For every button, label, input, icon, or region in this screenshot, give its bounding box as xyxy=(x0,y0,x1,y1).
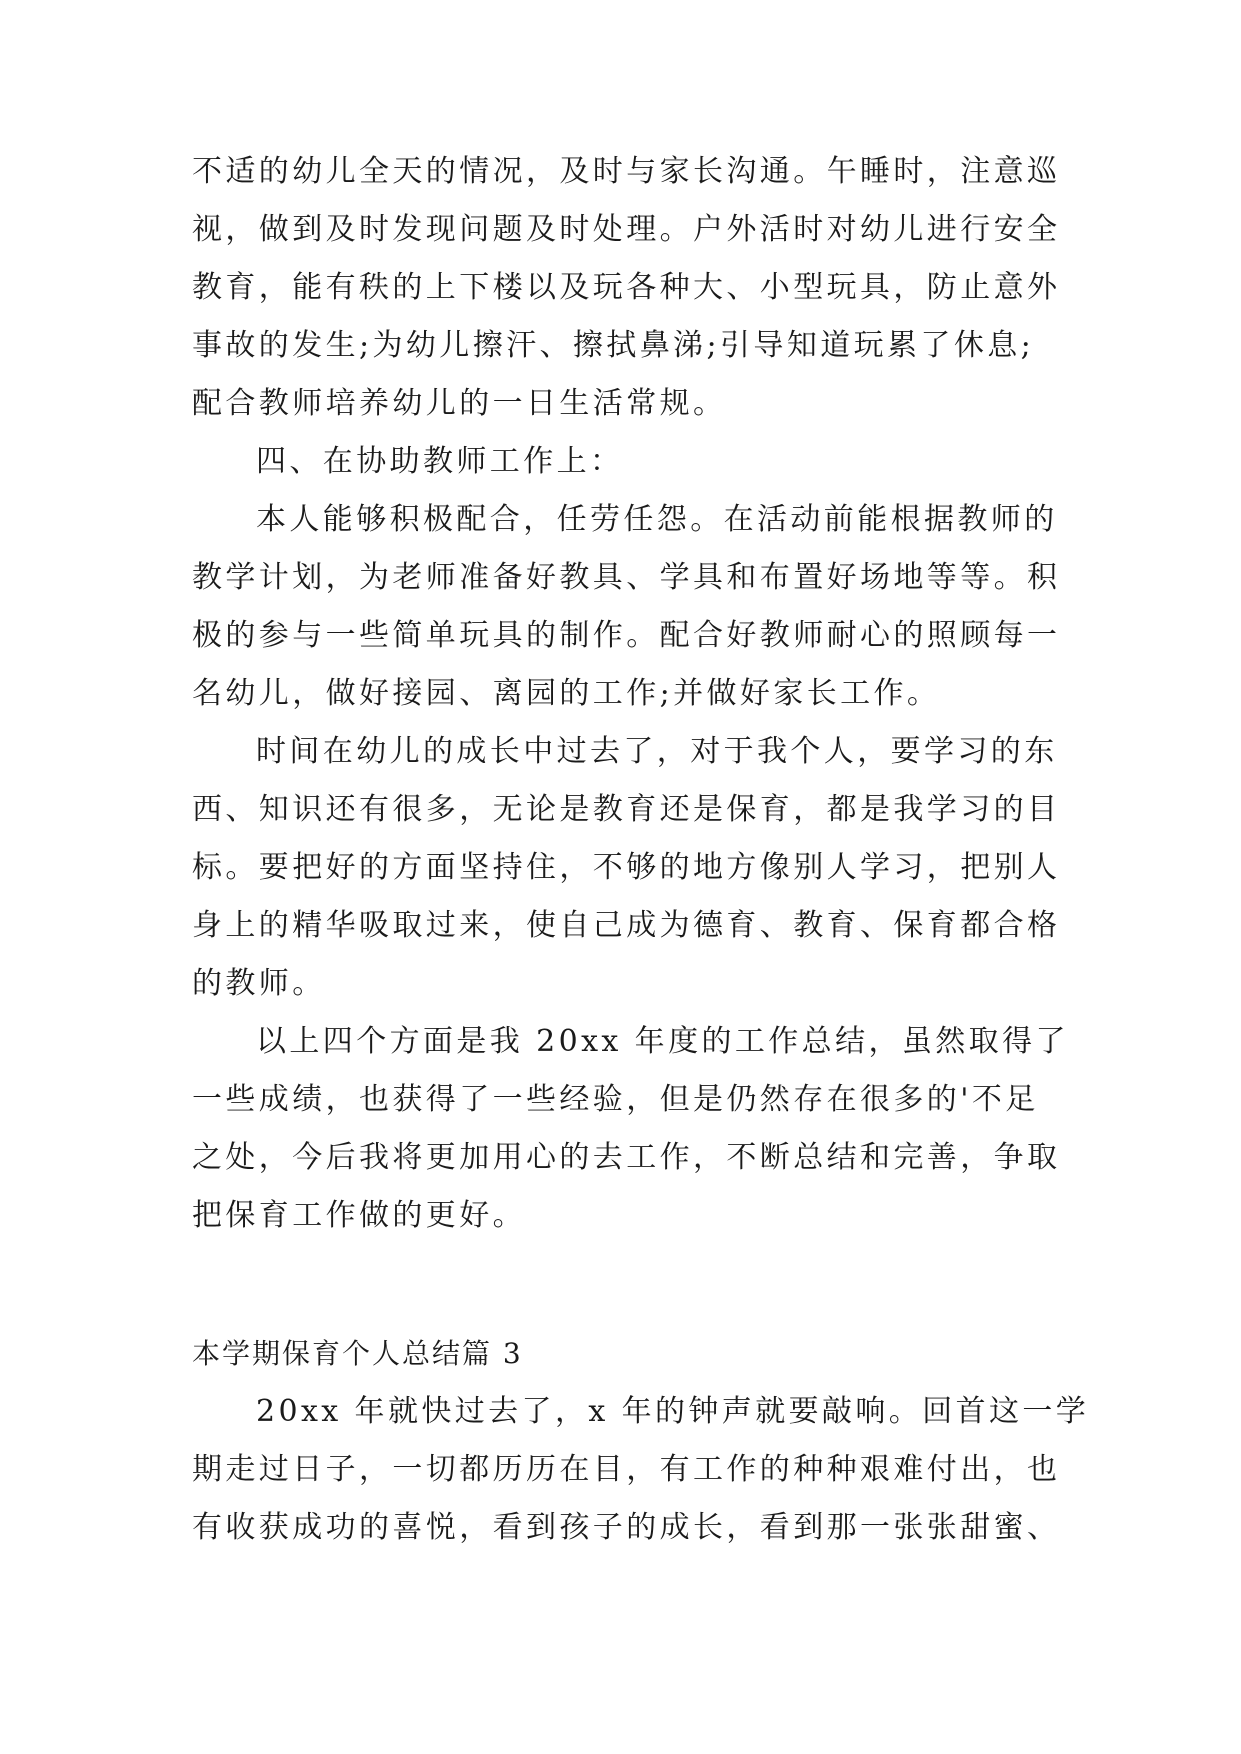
subsection-heading: 四、在协助教师工作上： xyxy=(256,444,624,479)
body-line: 以上四个方面是我 20xx 年度的工作总结，虽然取得了 xyxy=(256,1024,1069,1059)
body-line: 身上的精华吸取过来，使自己成为德育、教育、保育都合格 xyxy=(192,908,1061,943)
body-line: 视，做到及时发现问题及时处理。户外活时对幼儿进行安全 xyxy=(192,212,1061,247)
body-line: 把保育工作做的更好。 xyxy=(192,1198,526,1233)
body-line: 配合教师培养幼儿的一日生活常规。 xyxy=(192,386,727,421)
body-line: 时间在幼儿的成长中过去了，对于我个人，要学习的东 xyxy=(256,734,1058,769)
body-line: 西、知识还有很多，无论是教育还是保育，都是我学习的目 xyxy=(192,792,1061,827)
body-line: 期走过日子，一切都历历在目，有工作的种种艰难付出，也 xyxy=(192,1452,1061,1487)
body-line: 标。要把好的方面坚持住，不够的地方像别人学习，把别人 xyxy=(192,850,1061,885)
body-line: 的教师。 xyxy=(192,966,326,1001)
body-line: 一些成绩，也获得了一些经验，但是仍然存在很多的'不足 xyxy=(192,1082,1039,1117)
body-line: 有收获成功的喜悦，看到孩子的成长，看到那一张张甜蜜、 xyxy=(192,1510,1061,1545)
body-line: 名幼儿，做好接园、离园的工作;并做好家长工作。 xyxy=(192,676,941,711)
body-line: 20xx 年就快过去了，x 年的钟声就要敲响。回首这一学 xyxy=(256,1394,1090,1429)
body-line: 事故的发生;为幼儿擦汗、擦拭鼻涕;引导知道玩累了休息; xyxy=(192,328,1035,363)
body-line: 本人能够积极配合，任劳任怨。在活动前能根据教师的 xyxy=(256,502,1058,537)
body-line: 教学计划，为老师准备好教具、学具和布置好场地等等。积 xyxy=(192,560,1061,595)
body-line: 不适的幼儿全天的情况，及时与家长沟通。午睡时，注意巡 xyxy=(192,154,1061,189)
section-heading: 本学期保育个人总结篇 3 xyxy=(192,1337,523,1370)
body-line: 极的参与一些简单玩具的制作。配合好教师耐心的照顾每一 xyxy=(192,618,1061,653)
body-line: 之处，今后我将更加用心的去工作，不断总结和完善，争取 xyxy=(192,1140,1061,1175)
body-line: 教育，能有秩的上下楼以及玩各种大、小型玩具，防止意外 xyxy=(192,270,1061,305)
